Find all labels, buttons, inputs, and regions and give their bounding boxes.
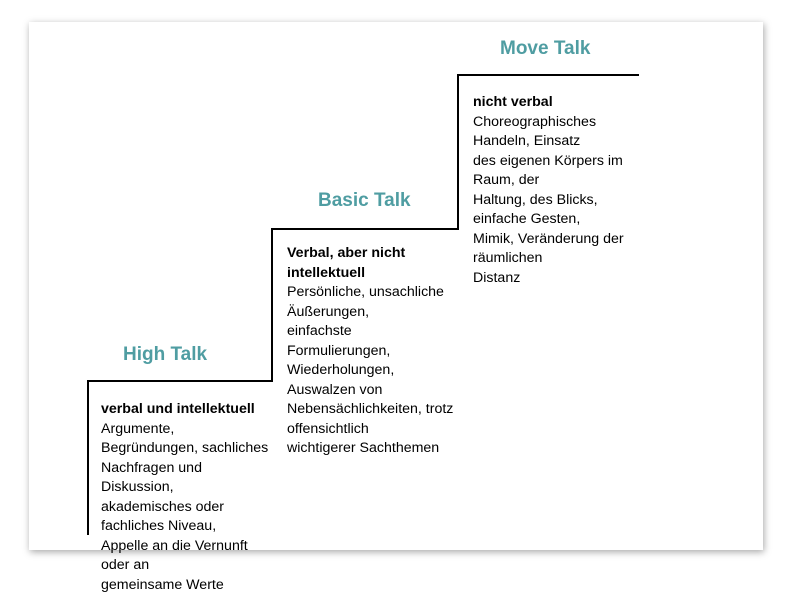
step-title-basic-talk: Basic Talk <box>318 190 411 212</box>
step-subtitle: Verbal, aber nicht intellektuell <box>287 244 457 283</box>
step-title-move-talk: Move Talk <box>500 38 590 60</box>
step-description-basic-talk <box>287 244 457 459</box>
step-line: Persönliche, unsachliche Äußerungen, <box>287 283 457 322</box>
step-line: Haltung, des Blicks, einfache Gesten, <box>473 191 643 230</box>
step-description-high-talk <box>101 400 271 595</box>
step-line: Nachfragen und Diskussion, <box>101 459 271 498</box>
step-line: einfachste Formulierungen, <box>287 322 457 361</box>
step-subtitle: verbal und intellektuell <box>101 400 271 420</box>
step-line: Wiederholungen, Auswalzen von <box>287 361 457 400</box>
step-line: Argumente, Begründungen, sachliches <box>101 420 271 459</box>
step-line: des eigenen Körpers im Raum, der <box>473 152 643 191</box>
step-line: akademisches oder fachliches Niveau, <box>101 498 271 537</box>
step-line: wichtigerer Sachthemen <box>287 439 457 459</box>
step-line: gemeinsame Werte <box>101 576 271 595</box>
step-line: Appelle an die Vernunft oder an <box>101 537 271 576</box>
step-line: Mimik, Veränderung der räumlichen <box>473 230 643 269</box>
step-subtitle: nicht verbal <box>473 93 643 113</box>
step-description-move-talk <box>473 93 643 288</box>
step-line: Nebensächlichkeiten, trotz offensichtlich <box>287 400 457 439</box>
step-title-high-talk: High Talk <box>123 344 207 366</box>
step-line: Choreographisches Handeln, Einsatz <box>473 113 643 152</box>
step-line: Distanz <box>473 269 643 289</box>
